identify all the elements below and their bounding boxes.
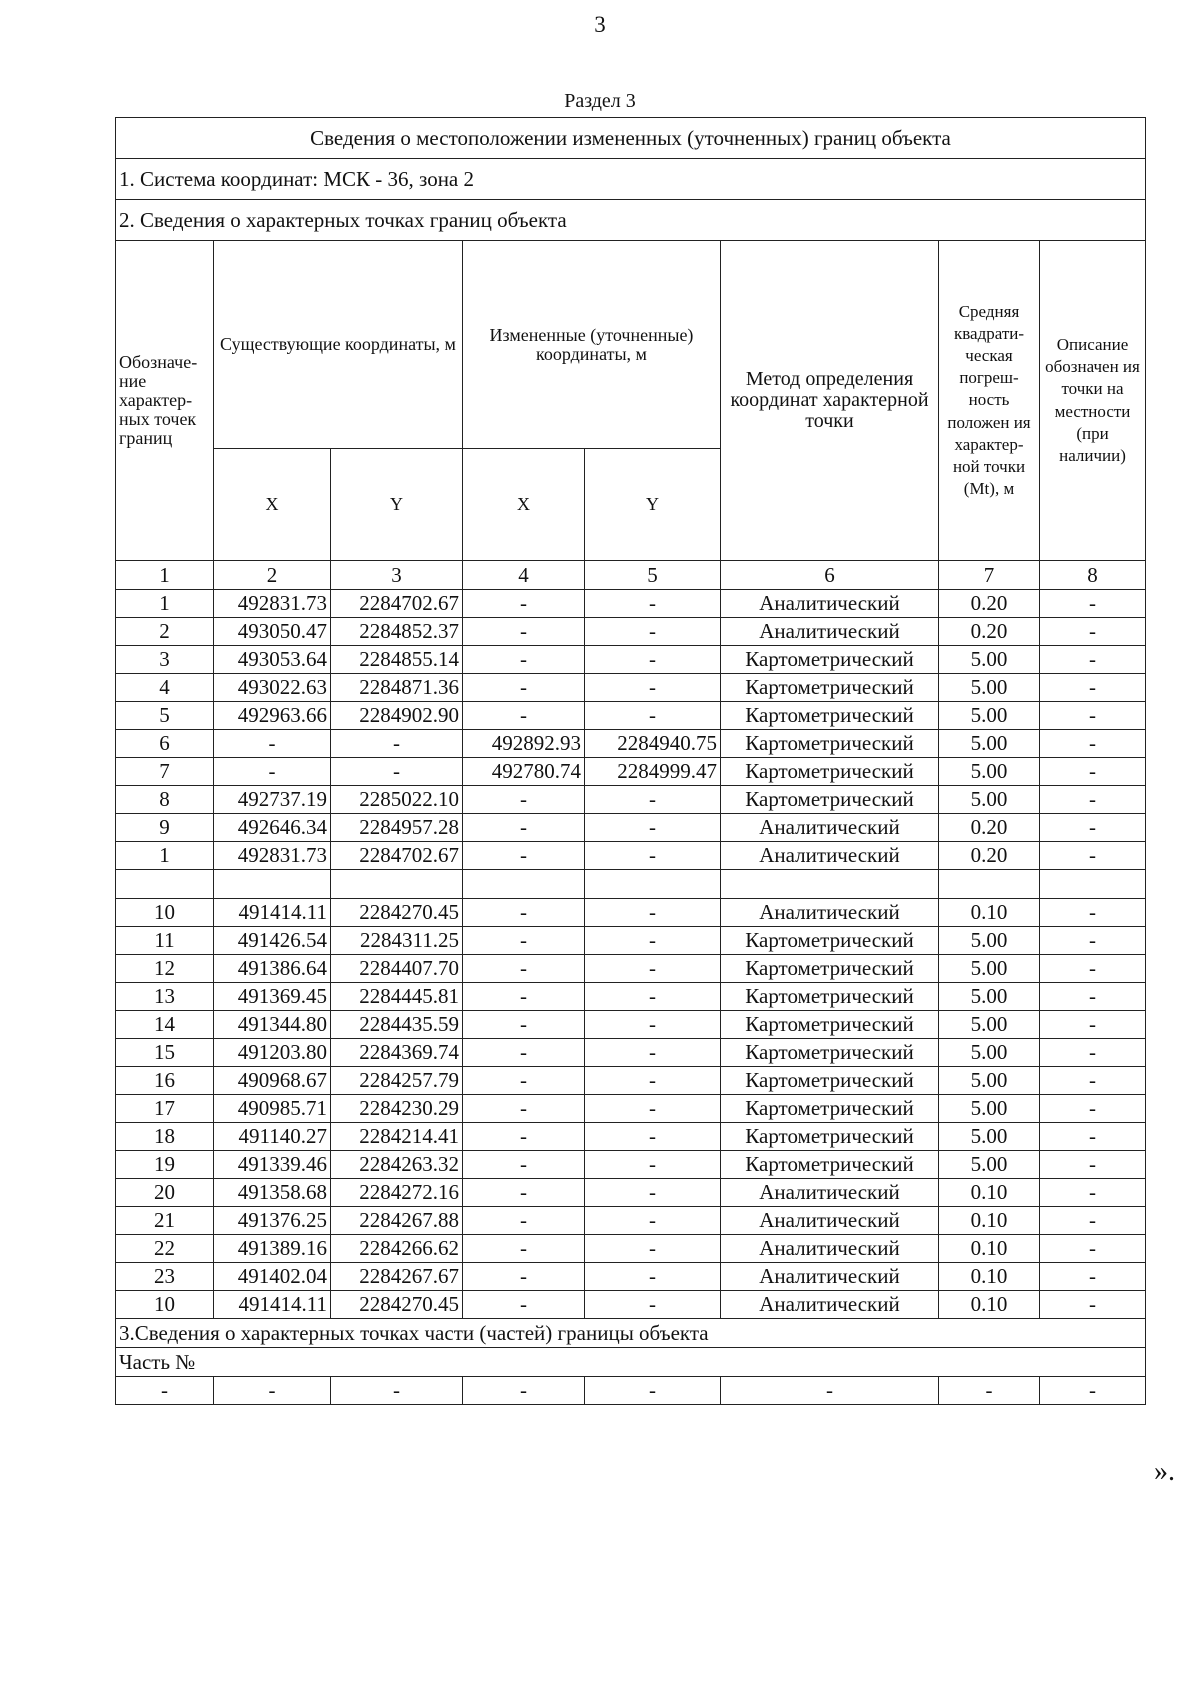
existing-y: 2284407.70 (331, 955, 463, 983)
col-number: 7 (939, 561, 1040, 590)
existing-y: 2284435.59 (331, 1011, 463, 1039)
error: 0.10 (939, 1263, 1040, 1291)
point-id: 1 (116, 842, 214, 870)
method: Аналитический (721, 1291, 939, 1319)
error: 0.10 (939, 1235, 1040, 1263)
error: 0.10 (939, 1179, 1040, 1207)
method: Картометрический (721, 1011, 939, 1039)
changed-y: - (585, 674, 721, 702)
changed-x: - (463, 1011, 585, 1039)
existing-x: 491426.54 (214, 927, 331, 955)
existing-y: 2284855.14 (331, 646, 463, 674)
changed-x: 492780.74 (463, 758, 585, 786)
existing-x: 492737.19 (214, 786, 331, 814)
point-id: 16 (116, 1067, 214, 1095)
method: Картометрический (721, 786, 939, 814)
description: - (1040, 814, 1146, 842)
header-changed-y: Y (585, 449, 721, 561)
error: 5.00 (939, 1011, 1040, 1039)
error: 5.00 (939, 927, 1040, 955)
changed-y: - (585, 1039, 721, 1067)
part-cell: - (939, 1377, 1040, 1405)
existing-x: 491369.45 (214, 983, 331, 1011)
table-row (116, 1011, 1146, 1039)
error: 5.00 (939, 1123, 1040, 1151)
description: - (1040, 786, 1146, 814)
changed-y: - (585, 1291, 721, 1319)
changed-y: - (585, 1151, 721, 1179)
point-id: 23 (116, 1263, 214, 1291)
existing-x: 491344.80 (214, 1011, 331, 1039)
description: - (1040, 1067, 1146, 1095)
description: - (1040, 646, 1146, 674)
method: Картометрический (721, 674, 939, 702)
existing-y: 2284311.25 (331, 927, 463, 955)
existing-y: 2284871.36 (331, 674, 463, 702)
existing-x: 491389.16 (214, 1235, 331, 1263)
existing-x: 491376.25 (214, 1207, 331, 1235)
error: 0.20 (939, 842, 1040, 870)
existing-x: 490985.71 (214, 1095, 331, 1123)
existing-x: 492831.73 (214, 590, 331, 618)
description: - (1040, 927, 1146, 955)
error: 5.00 (939, 1067, 1040, 1095)
method: Картометрический (721, 1067, 939, 1095)
error: 0.20 (939, 618, 1040, 646)
header-changed: Измененные (уточненные) координаты, м (463, 241, 721, 449)
table-row (116, 758, 1146, 786)
point-id: 3 (116, 646, 214, 674)
table-row (116, 1039, 1146, 1067)
existing-x: 491339.46 (214, 1151, 331, 1179)
changed-x: 492892.93 (463, 730, 585, 758)
table-row (116, 899, 1146, 927)
closing-quote: ». (1154, 1456, 1175, 1487)
part-label: Часть № (116, 1348, 1146, 1377)
changed-y: - (585, 983, 721, 1011)
changed-y: - (585, 618, 721, 646)
changed-y: - (585, 1123, 721, 1151)
description: - (1040, 1291, 1146, 1319)
existing-y: 2284852.37 (331, 618, 463, 646)
description: - (1040, 1123, 1146, 1151)
point-id: 18 (116, 1123, 214, 1151)
boundary-table (115, 117, 1146, 1405)
changed-y: - (585, 955, 721, 983)
changed-x: - (463, 927, 585, 955)
col-number: 2 (214, 561, 331, 590)
header-existing-y: Y (331, 449, 463, 561)
description: - (1040, 1039, 1146, 1067)
existing-y: 2284214.41 (331, 1123, 463, 1151)
changed-x: - (463, 1123, 585, 1151)
col-number: 3 (331, 561, 463, 590)
point-id: 10 (116, 1291, 214, 1319)
changed-x: - (463, 983, 585, 1011)
part-cell: - (1040, 1377, 1146, 1405)
point-id: 13 (116, 983, 214, 1011)
method: Аналитический (721, 590, 939, 618)
points-heading: 2. Сведения о характерных точках границ объекта (116, 200, 1146, 241)
existing-y: 2284272.16 (331, 1179, 463, 1207)
table-row (116, 618, 1146, 646)
method: Картометрический (721, 646, 939, 674)
table-row (116, 646, 1146, 674)
existing-y: 2284267.67 (331, 1263, 463, 1291)
existing-x: 491414.11 (214, 899, 331, 927)
existing-x: 493022.63 (214, 674, 331, 702)
method: Аналитический (721, 1263, 939, 1291)
existing-y: 2285022.10 (331, 786, 463, 814)
existing-y: 2284267.88 (331, 1207, 463, 1235)
table-row (116, 1067, 1146, 1095)
changed-x: - (463, 1179, 585, 1207)
changed-y: - (585, 899, 721, 927)
changed-x: - (463, 702, 585, 730)
changed-y: - (585, 1011, 721, 1039)
description: - (1040, 1207, 1146, 1235)
table-row (116, 927, 1146, 955)
table-row (116, 1291, 1146, 1319)
table-row (116, 1095, 1146, 1123)
changed-y: 2284999.47 (585, 758, 721, 786)
column-numbers-row (116, 561, 1146, 590)
existing-y: 2284369.74 (331, 1039, 463, 1067)
table-row (116, 674, 1146, 702)
error: 5.00 (939, 786, 1040, 814)
changed-y: 2284940.75 (585, 730, 721, 758)
changed-y: - (585, 1179, 721, 1207)
existing-x: 491140.27 (214, 1123, 331, 1151)
point-id: 21 (116, 1207, 214, 1235)
existing-x: 491414.11 (214, 1291, 331, 1319)
existing-x: - (214, 730, 331, 758)
point-id: 15 (116, 1039, 214, 1067)
error: 5.00 (939, 955, 1040, 983)
changed-x: - (463, 1067, 585, 1095)
changed-y: - (585, 842, 721, 870)
point-id: 9 (116, 814, 214, 842)
point-id: 4 (116, 674, 214, 702)
error: 5.00 (939, 646, 1040, 674)
changed-x: - (463, 1095, 585, 1123)
table-row (116, 590, 1146, 618)
part-cell: - (585, 1377, 721, 1405)
existing-y: 2284702.67 (331, 590, 463, 618)
existing-y: 2284266.62 (331, 1235, 463, 1263)
parts-heading: 3.Сведения о характерных точках части (частей) границы объекта (116, 1319, 1146, 1348)
existing-x: 492963.66 (214, 702, 331, 730)
changed-y: - (585, 1263, 721, 1291)
existing-x: 492646.34 (214, 814, 331, 842)
table-row (116, 786, 1146, 814)
description: - (1040, 1235, 1146, 1263)
changed-x: - (463, 814, 585, 842)
method: Картометрический (721, 1123, 939, 1151)
description: - (1040, 955, 1146, 983)
method: Аналитический (721, 899, 939, 927)
header-designation: Обозначе-ние характер-ных точек границ (116, 241, 214, 561)
method: Картометрический (721, 1151, 939, 1179)
separator-row (116, 870, 1146, 899)
existing-y: 2284270.45 (331, 1291, 463, 1319)
part-cell: - (214, 1377, 331, 1405)
error: 5.00 (939, 730, 1040, 758)
point-id: 19 (116, 1151, 214, 1179)
changed-y: - (585, 1095, 721, 1123)
existing-x: 492831.73 (214, 842, 331, 870)
coord-system: 1. Система координат: МСК - 36, зона 2 (116, 159, 1146, 200)
error: 0.20 (939, 814, 1040, 842)
existing-x: 491203.80 (214, 1039, 331, 1067)
description: - (1040, 1151, 1146, 1179)
part-row (116, 1377, 1146, 1405)
existing-x: 491358.68 (214, 1179, 331, 1207)
col-number: 6 (721, 561, 939, 590)
existing-y: 2284702.67 (331, 842, 463, 870)
method: Картометрический (721, 955, 939, 983)
table-row (116, 730, 1146, 758)
existing-y: - (331, 758, 463, 786)
point-id: 6 (116, 730, 214, 758)
changed-x: - (463, 1039, 585, 1067)
error: 0.10 (939, 1291, 1040, 1319)
existing-x: 493050.47 (214, 618, 331, 646)
description: - (1040, 983, 1146, 1011)
existing-x: 491386.64 (214, 955, 331, 983)
error: 0.10 (939, 1207, 1040, 1235)
changed-y: - (585, 646, 721, 674)
point-id: 2 (116, 618, 214, 646)
changed-x: - (463, 842, 585, 870)
table-row (116, 983, 1146, 1011)
existing-y: 2284445.81 (331, 983, 463, 1011)
error: 0.20 (939, 590, 1040, 618)
existing-x: 490968.67 (214, 1067, 331, 1095)
description: - (1040, 590, 1146, 618)
existing-y: 2284230.29 (331, 1095, 463, 1123)
description: - (1040, 758, 1146, 786)
table-row (116, 1151, 1146, 1179)
method: Аналитический (721, 618, 939, 646)
table-row (116, 1207, 1146, 1235)
error: 5.00 (939, 674, 1040, 702)
changed-y: - (585, 1235, 721, 1263)
error: 5.00 (939, 758, 1040, 786)
method: Аналитический (721, 814, 939, 842)
changed-y: - (585, 814, 721, 842)
point-id: 1 (116, 590, 214, 618)
error: 5.00 (939, 702, 1040, 730)
description: - (1040, 702, 1146, 730)
point-id: 14 (116, 1011, 214, 1039)
description: - (1040, 1179, 1146, 1207)
point-id: 7 (116, 758, 214, 786)
method: Картометрический (721, 1039, 939, 1067)
part-cell: - (116, 1377, 214, 1405)
changed-x: - (463, 646, 585, 674)
header-changed-x: X (463, 449, 585, 561)
method: Картометрический (721, 983, 939, 1011)
point-id: 22 (116, 1235, 214, 1263)
changed-x: - (463, 786, 585, 814)
table-row (116, 1235, 1146, 1263)
header-error: Средняя квадрати-ческая погреш-ность положен ия характер-ной точки (Mt), м (939, 241, 1040, 561)
point-id: 17 (116, 1095, 214, 1123)
table-row (116, 1263, 1146, 1291)
table-row (116, 814, 1146, 842)
description: - (1040, 1095, 1146, 1123)
point-id: 10 (116, 899, 214, 927)
changed-x: - (463, 590, 585, 618)
header-description: Описание обозначен ия точки на местности (при наличии) (1040, 241, 1146, 561)
changed-x: - (463, 1207, 585, 1235)
changed-x: - (463, 899, 585, 927)
changed-x: - (463, 674, 585, 702)
point-id: 5 (116, 702, 214, 730)
changed-x: - (463, 955, 585, 983)
description: - (1040, 730, 1146, 758)
method: Аналитический (721, 1207, 939, 1235)
existing-x: - (214, 758, 331, 786)
table-row (116, 842, 1146, 870)
table-row (116, 1179, 1146, 1207)
part-cell: - (463, 1377, 585, 1405)
changed-y: - (585, 590, 721, 618)
col-number: 8 (1040, 561, 1146, 590)
method: Картометрический (721, 1095, 939, 1123)
point-id: 8 (116, 786, 214, 814)
existing-y: 2284257.79 (331, 1067, 463, 1095)
point-id: 11 (116, 927, 214, 955)
existing-x: 491402.04 (214, 1263, 331, 1291)
changed-x: - (463, 1235, 585, 1263)
method: Картометрический (721, 927, 939, 955)
error: 5.00 (939, 1151, 1040, 1179)
changed-x: - (463, 1263, 585, 1291)
method: Картометрический (721, 730, 939, 758)
changed-x: - (463, 1151, 585, 1179)
method: Картометрический (721, 758, 939, 786)
changed-x: - (463, 618, 585, 646)
description: - (1040, 618, 1146, 646)
table-row (116, 1123, 1146, 1151)
existing-y: 2284902.90 (331, 702, 463, 730)
description: - (1040, 842, 1146, 870)
changed-y: - (585, 927, 721, 955)
existing-y: 2284270.45 (331, 899, 463, 927)
part-cell: - (721, 1377, 939, 1405)
error: 5.00 (939, 983, 1040, 1011)
method: Аналитический (721, 842, 939, 870)
part-cell: - (331, 1377, 463, 1405)
existing-y: 2284957.28 (331, 814, 463, 842)
existing-y: - (331, 730, 463, 758)
col-number: 1 (116, 561, 214, 590)
existing-y: 2284263.32 (331, 1151, 463, 1179)
description: - (1040, 1011, 1146, 1039)
table-title: Сведения о местоположении измененных (уточненных) границ объекта (116, 118, 1146, 159)
section-label: Раздел 3 (564, 90, 636, 112)
error: 5.00 (939, 1095, 1040, 1123)
changed-y: - (585, 1207, 721, 1235)
method: Аналитический (721, 1179, 939, 1207)
changed-y: - (585, 702, 721, 730)
method: Аналитический (721, 1235, 939, 1263)
changed-x: - (463, 1291, 585, 1319)
method: Картометрический (721, 702, 939, 730)
existing-x: 493053.64 (214, 646, 331, 674)
table-row (116, 702, 1146, 730)
table-row (116, 955, 1146, 983)
changed-y: - (585, 786, 721, 814)
point-id: 12 (116, 955, 214, 983)
error: 5.00 (939, 1039, 1040, 1067)
error: 0.10 (939, 899, 1040, 927)
col-number: 4 (463, 561, 585, 590)
changed-y: - (585, 1067, 721, 1095)
description: - (1040, 1263, 1146, 1291)
description: - (1040, 899, 1146, 927)
header-method: Метод определения координат характерной точки (721, 241, 939, 561)
point-id: 20 (116, 1179, 214, 1207)
description: - (1040, 674, 1146, 702)
header-existing: Существующие координаты, м (214, 241, 463, 449)
header-existing-x: X (214, 449, 331, 561)
col-number: 5 (585, 561, 721, 590)
page-number: 3 (594, 12, 606, 37)
